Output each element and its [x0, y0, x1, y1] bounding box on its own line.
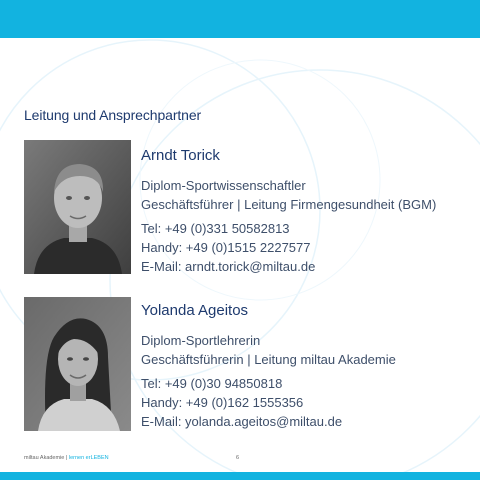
contact-role: Geschäftsführer | Leitung Firmengesundheit (BGM) — [141, 197, 437, 212]
contact-qualification: Diplom-Sportwissenschaftler — [141, 178, 306, 193]
portrait-photo-yolanda — [24, 297, 131, 431]
footer-bar — [0, 472, 480, 480]
footer-separator: | — [64, 455, 69, 461]
portrait-photo-arndt — [24, 140, 131, 274]
contact-name: Yolanda Ageitos — [141, 302, 249, 319]
contact-card-yolanda — [141, 302, 476, 431]
page-number: 6 — [236, 455, 240, 461]
header-bar — [0, 0, 480, 38]
contact-email[interactable]: E-Mail: yolanda.ageitos@miltau.de — [141, 414, 343, 429]
contact-qualification: Diplom-Sportlehrerin — [141, 333, 261, 348]
footer-brand — [24, 455, 109, 461]
footer-tagline: lernen erLEBEN — [68, 455, 109, 461]
contact-card-arndt — [141, 147, 476, 276]
contact-mobile: Handy: +49 (0)1515 2227577 — [141, 240, 311, 255]
contact-phone: Tel: +49 (0)331 50582813 — [141, 221, 290, 236]
section-title: Leitung und Ansprechpartner — [24, 107, 202, 123]
footer-brand-name: miltau Akademie — [24, 455, 65, 461]
contact-mobile: Handy: +49 (0)162 1555356 — [141, 395, 304, 410]
contact-email[interactable]: E-Mail: arndt.torick@miltau.de — [141, 259, 316, 274]
contact-phone: Tel: +49 (0)30 94850818 — [141, 376, 283, 391]
contact-role: Geschäftsführerin | Leitung miltau Akademie — [141, 352, 396, 367]
contact-name: Arndt Torick — [141, 147, 220, 164]
